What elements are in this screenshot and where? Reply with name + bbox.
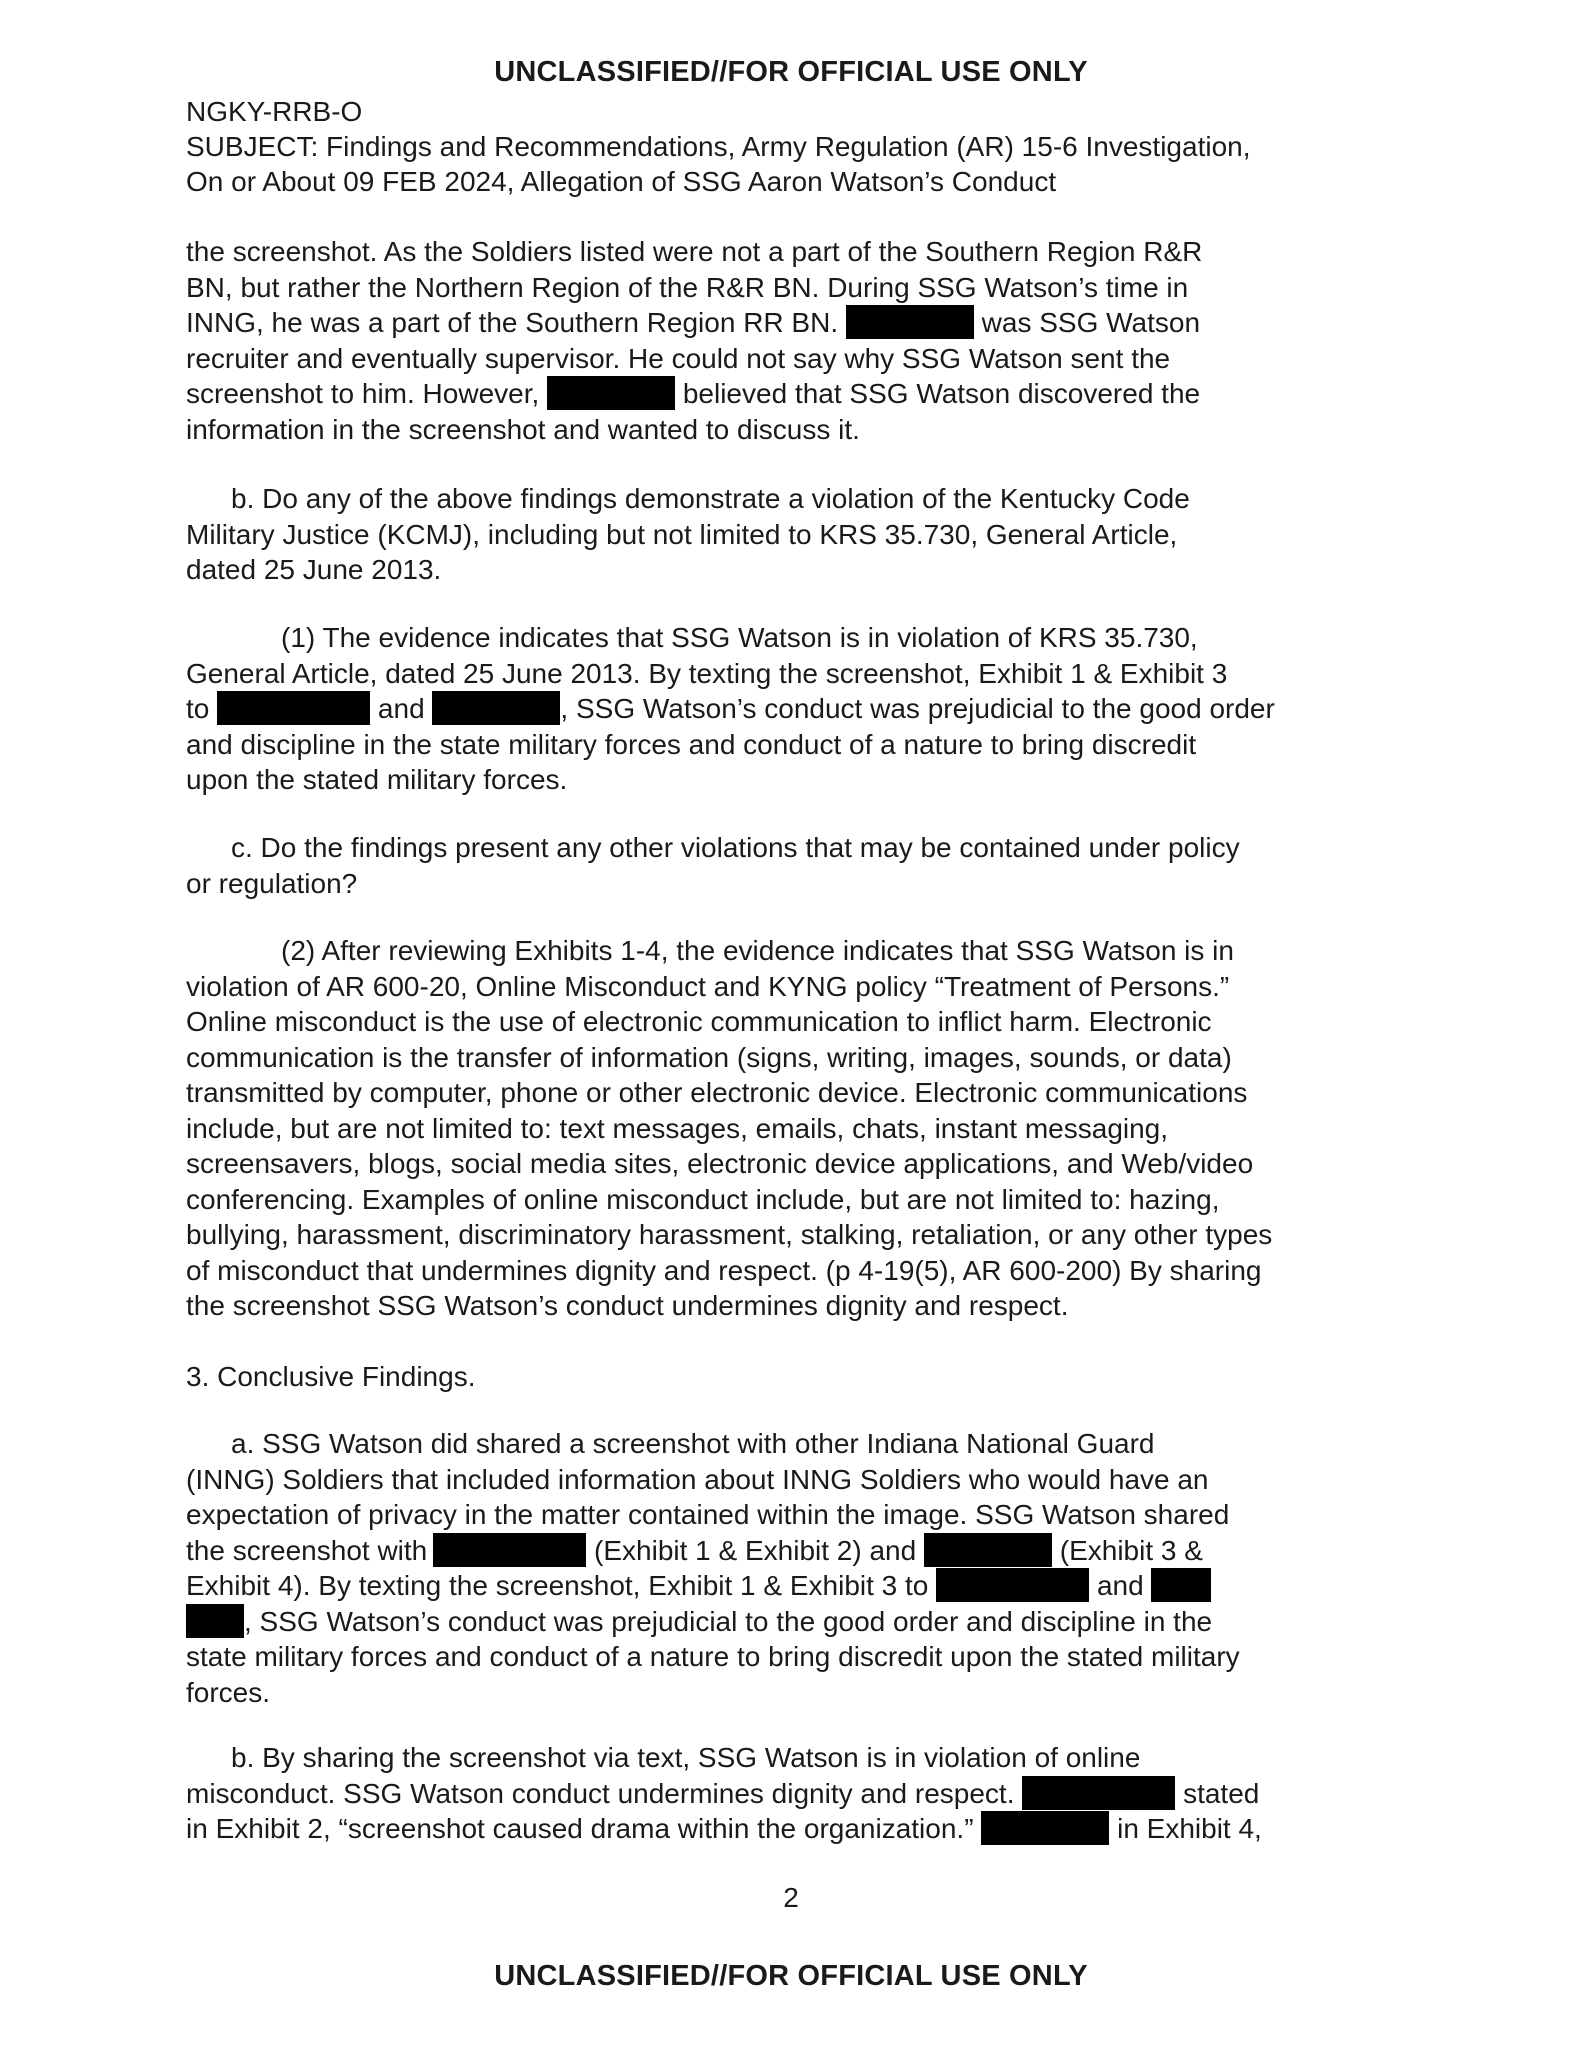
text-line: b. Do any of the above findings demonstrate a violation of the Kentucky Code: [231, 483, 1190, 514]
text-line: [186, 305, 1416, 341]
text-segment: misconduct. SSG Watson conduct undermines dignity and respect.: [186, 1777, 1015, 1809]
text-segment: in Exhibit 4,: [1117, 1813, 1262, 1844]
paragraph-3a: [186, 1426, 1416, 1710]
redaction-block: [433, 1533, 586, 1567]
text-line: violation of AR 600-20, Online Misconduct and KYNG policy “Treatment of Persons.”: [186, 970, 1230, 1002]
text-line: and discipline in the state military forces and conduct of a nature to bring discredit: [186, 728, 1197, 760]
text-segment: was SSG Watson: [981, 307, 1201, 338]
text-line: bullying, harassment, discriminatory harassment, stalking, retaliation, or any other types: [186, 1219, 1273, 1250]
text-segment: stated: [1183, 1777, 1260, 1809]
paragraph-continued: [186, 234, 1416, 447]
text-line: expectation of privacy in the matter contained within the image. SSG Watson shared: [186, 1499, 1230, 1530]
classification-banner-bottom: UNCLASSIFIED//FOR OFFICIAL USE ONLY: [494, 1960, 1088, 1992]
section-3-heading: [186, 1359, 1416, 1395]
text-line: [186, 1604, 1416, 1640]
paragraph-c: [186, 830, 1416, 901]
office-symbol: NGKY-RRB-O: [186, 96, 363, 127]
paragraph-3b: [186, 1740, 1416, 1847]
paragraph-c2: [186, 933, 1416, 1324]
redaction-block: [186, 1604, 244, 1638]
subject-line-2: On or About 09 FEB 2024, Allegation of SSG Aaron Watson’s Conduct: [186, 166, 1057, 197]
text-line: upon the stated military forces.: [186, 764, 568, 795]
text-line: transmitted by computer, phone or other electronic device. Electronic communications: [186, 1077, 1248, 1108]
text-line: [186, 1811, 1416, 1847]
text-line: communication is the transfer of information (signs, writing, images, sounds, or data): [186, 1041, 1232, 1073]
text-line: the screenshot. As the Soldiers listed were not a part of the Southern Region R&R: [186, 236, 1203, 267]
redaction-block: [936, 1568, 1089, 1602]
text-segment: screenshot to him. However,: [186, 378, 540, 409]
text-line: conferencing. Examples of online misconduct include, but are not limited to: hazing,: [186, 1183, 1220, 1215]
text-line: (2) After reviewing Exhibits 1-4, the evidence indicates that SSG Watson is in: [281, 935, 1234, 966]
text-line: BN, but rather the Northern Region of the R&R BN. During SSG Watson’s time in: [186, 271, 1189, 303]
text-segment: and: [377, 693, 425, 724]
text-segment: believed that SSG Watson discovered the: [682, 378, 1201, 409]
redaction-block: [924, 1533, 1052, 1567]
text-line: of misconduct that undermines dignity and respect. (p 4-19(5), AR 600-200) By sharing: [186, 1254, 1262, 1286]
text-line: dated 25 June 2013.: [186, 554, 442, 585]
text-line: c. Do the findings present any other violations that may be contained under policy: [231, 832, 1240, 863]
text-line: [186, 691, 1416, 727]
redaction-block: [1022, 1776, 1175, 1810]
text-line: (INNG) Soldiers that included information about INNG Soldiers who would have an: [186, 1463, 1209, 1495]
text-line: screensavers, blogs, social media sites, electronic device applications, and Web/video: [186, 1148, 1254, 1179]
text-line: Military Justice (KCMJ), including but not limited to KRS 35.730, General Article,: [186, 518, 1178, 550]
text-line: General Article, dated 25 June 2013. By texting the screenshot, Exhibit 1 & Exhibit 3: [186, 657, 1228, 689]
text-line: recruiter and eventually supervisor. He could not say why SSG Watson sent the: [186, 342, 1171, 374]
text-segment: , SSG Watson’s conduct was prejudicial to the good order and discipline in the: [244, 1605, 1213, 1637]
redaction-block: [547, 376, 675, 410]
section-heading: 3. Conclusive Findings.: [186, 1361, 476, 1392]
paragraph-b1: [186, 620, 1416, 798]
page-number: 2: [783, 1882, 799, 1913]
redaction-block: [1151, 1568, 1211, 1602]
text-segment: the screenshot with: [186, 1534, 428, 1566]
text-line: include, but are not limited to: text messages, emails, chats, instant messaging,: [186, 1112, 1169, 1144]
text-line: or regulation?: [186, 867, 358, 899]
text-line: [186, 376, 1416, 412]
memo-header: [186, 94, 1416, 199]
text-line: [186, 1568, 1416, 1604]
text-line: state military forces and conduct of a nature to bring discredit upon the stated military: [186, 1641, 1240, 1672]
redaction-block: [846, 305, 974, 339]
text-line: information in the screenshot and wanted to discuss it.: [186, 413, 860, 445]
text-segment: (Exhibit 1 & Exhibit 2) and: [594, 1534, 917, 1566]
text-segment: INNG, he was a part of the Southern Region RR BN.: [186, 307, 839, 338]
redaction-block: [981, 1811, 1109, 1845]
text-line: b. By sharing the screenshot via text, SSG Watson is in violation of online: [231, 1742, 1141, 1773]
redaction-block: [217, 691, 370, 725]
text-segment: Exhibit 4). By texting the screenshot, Exhibit 1 & Exhibit 3 to: [186, 1570, 929, 1601]
classification-banner-top: UNCLASSIFIED//FOR OFFICIAL USE ONLY: [494, 56, 1088, 88]
text-segment: to: [186, 693, 210, 724]
text-segment: and: [1096, 1570, 1144, 1601]
text-line: [186, 1533, 1416, 1569]
text-line: the screenshot SSG Watson’s conduct undermines dignity and respect.: [186, 1290, 1069, 1321]
text-line: forces.: [186, 1676, 271, 1708]
text-segment: (Exhibit 3 &: [1059, 1534, 1203, 1566]
text-line: [186, 1776, 1416, 1812]
paragraph-b: [186, 481, 1416, 588]
subject-line-1: SUBJECT: Findings and Recommendations, Army Regulation (AR) 15-6 Investigation,: [186, 131, 1251, 162]
text-line: a. SSG Watson did shared a screenshot with other Indiana National Guard: [231, 1428, 1155, 1459]
text-line: Online misconduct is the use of electronic communication to inflict harm. Electronic: [186, 1006, 1212, 1037]
text-segment: , SSG Watson’s conduct was prejudicial to the good order: [560, 693, 1275, 724]
text-line: (1) The evidence indicates that SSG Watson is in violation of KRS 35.730,: [281, 622, 1198, 653]
redaction-block: [432, 691, 560, 725]
text-segment: in Exhibit 2, “screenshot caused drama within the organization.”: [186, 1813, 974, 1844]
